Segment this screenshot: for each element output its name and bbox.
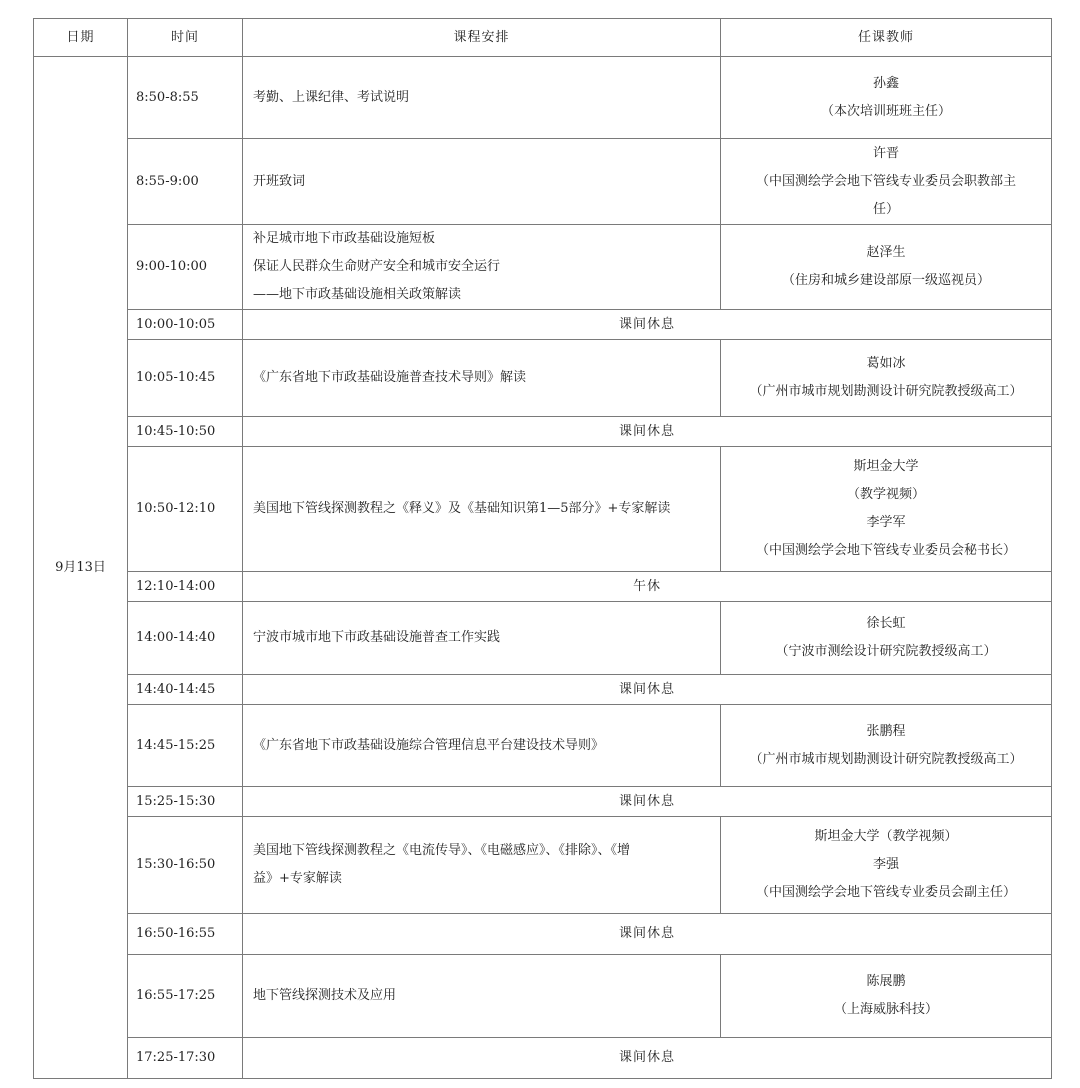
time-cell: 10:50-12:10 — [128, 447, 243, 572]
teacher-cell — [721, 817, 1052, 914]
teacher-line: 李强 — [872, 857, 899, 872]
teacher-cell — [721, 57, 1052, 139]
break-row — [34, 914, 1052, 955]
teacher-line: （中国测绘学会地下管线专业委员会副主任） — [755, 885, 1016, 900]
teacher-cell — [721, 225, 1052, 310]
teacher-line: 许晋 — [872, 145, 899, 161]
teacher-cell — [721, 340, 1052, 417]
time-cell: 17:25-17:30 — [128, 1038, 243, 1079]
course-line: 美国地下管线探测教程之《释义》及《基础知识第1—5部分》+专家解读 — [253, 501, 671, 516]
time-cell: 12:10-14:00 — [128, 572, 243, 602]
break-row — [34, 417, 1052, 447]
schedule-body — [34, 57, 1052, 1079]
break-row — [34, 675, 1052, 705]
time-cell: 16:50-16:55 — [128, 914, 243, 955]
table-row — [34, 602, 1052, 675]
teacher-line: （上海威脉科技） — [833, 1002, 938, 1017]
time-cell: 10:05-10:45 — [128, 340, 243, 417]
table-row — [34, 817, 1052, 914]
course-line: 宁波市城市地下市政基础设施普查工作实践 — [253, 630, 501, 645]
break-cell: 课间休息 — [243, 310, 1052, 340]
break-cell: 课间休息 — [243, 914, 1052, 955]
time-cell: 14:00-14:40 — [128, 602, 243, 675]
time-cell: 8:55-9:00 — [128, 139, 243, 225]
header-row — [34, 19, 1052, 57]
course-cell — [243, 57, 721, 139]
course-line: 《广东省地下市政基础设施综合管理信息平台建设技术导则》 — [253, 737, 605, 753]
course-line: 考勤、上课纪律、考试说明 — [253, 89, 410, 105]
teacher-line: （广州市城市规划勘测设计研究院教授级高工） — [749, 751, 1023, 767]
break-row — [34, 787, 1052, 817]
teacher-line: （住房和城乡建设部原一级巡视员） — [781, 273, 990, 288]
time-cell: 16:55-17:25 — [128, 955, 243, 1038]
course-line: ——地下市政基础设施相关政策解读 — [253, 287, 462, 302]
course-line: 补足城市地下市政基础设施短板 — [253, 231, 436, 246]
table-row — [34, 225, 1052, 310]
course-line: 益》+专家解读 — [253, 871, 342, 886]
course-cell — [243, 225, 721, 310]
time-cell: 8:50-8:55 — [128, 57, 243, 139]
course-line: 美国地下管线探测教程之《电流传导》、《电磁感应》、《排除》、《增 — [253, 843, 631, 858]
break-row — [34, 572, 1052, 602]
header-course: 课程安排 — [243, 19, 721, 57]
course-cell — [243, 340, 721, 417]
break-cell: 午休 — [243, 572, 1052, 602]
teacher-line: （教学视频） — [846, 487, 925, 502]
course-cell — [243, 705, 721, 787]
teacher-line: 张鹏程 — [866, 723, 906, 739]
break-cell: 课间休息 — [243, 417, 1052, 447]
table-row — [34, 705, 1052, 787]
teacher-line: （本次培训班班主任） — [820, 103, 951, 119]
table-row — [34, 955, 1052, 1038]
table-row — [34, 447, 1052, 572]
teacher-line: 斯坦金大学 — [853, 459, 919, 474]
teacher-line: 孙鑫 — [872, 75, 899, 91]
course-line: 《广东省地下市政基础设施普查技术导则》解读 — [253, 370, 527, 385]
course-line: 开班致词 — [253, 173, 306, 189]
course-line: 保证人民群众生命财产安全和城市安全运行 — [253, 259, 501, 274]
date-cell: 9月13日 — [34, 57, 128, 1079]
course-cell — [243, 447, 721, 572]
teacher-cell — [721, 139, 1052, 225]
teacher-cell — [721, 602, 1052, 675]
teacher-cell — [721, 705, 1052, 787]
teacher-cell — [721, 447, 1052, 572]
teacher-line: （中国测绘学会地下管线专业委员会秘书长） — [755, 543, 1016, 558]
course-cell — [243, 139, 721, 225]
table-row — [34, 139, 1052, 225]
time-cell: 10:00-10:05 — [128, 310, 243, 340]
teacher-line: 陈展鹏 — [866, 974, 906, 989]
teacher-line: 斯坦金大学（教学视频） — [814, 829, 958, 844]
course-cell — [243, 955, 721, 1038]
course-cell — [243, 602, 721, 675]
time-cell: 10:45-10:50 — [128, 417, 243, 447]
break-cell: 课间休息 — [243, 1038, 1052, 1079]
teacher-line: 葛如冰 — [866, 356, 906, 371]
time-cell: 14:40-14:45 — [128, 675, 243, 705]
header-date: 日期 — [34, 19, 128, 57]
course-line: 地下管线探测技术及应用 — [253, 988, 397, 1003]
break-cell: 课间休息 — [243, 787, 1052, 817]
break-row — [34, 1038, 1052, 1079]
header-teacher: 任课教师 — [721, 19, 1052, 57]
table-row — [34, 57, 1052, 139]
time-cell: 14:45-15:25 — [128, 705, 243, 787]
teacher-line: 任） — [872, 201, 899, 217]
teacher-line: （中国测绘学会地下管线专业委员会职教部主 — [755, 173, 1016, 189]
time-cell: 15:25-15:30 — [128, 787, 243, 817]
time-cell: 9:00-10:00 — [128, 225, 243, 310]
teacher-line: 徐长虹 — [866, 616, 906, 631]
schedule-table — [33, 18, 1052, 1079]
break-row — [34, 310, 1052, 340]
table-row — [34, 340, 1052, 417]
teacher-cell — [721, 955, 1052, 1038]
teacher-line: （广州市城市规划勘测设计研究院教授级高工） — [749, 384, 1023, 399]
teacher-line: 李学军 — [866, 515, 906, 530]
time-cell: 15:30-16:50 — [128, 817, 243, 914]
course-cell — [243, 817, 721, 914]
teacher-line: 赵泽生 — [866, 245, 906, 260]
break-cell: 课间休息 — [243, 675, 1052, 705]
teacher-line: （宁波市测绘设计研究院教授级高工） — [775, 644, 997, 659]
header-time: 时间 — [128, 19, 243, 57]
